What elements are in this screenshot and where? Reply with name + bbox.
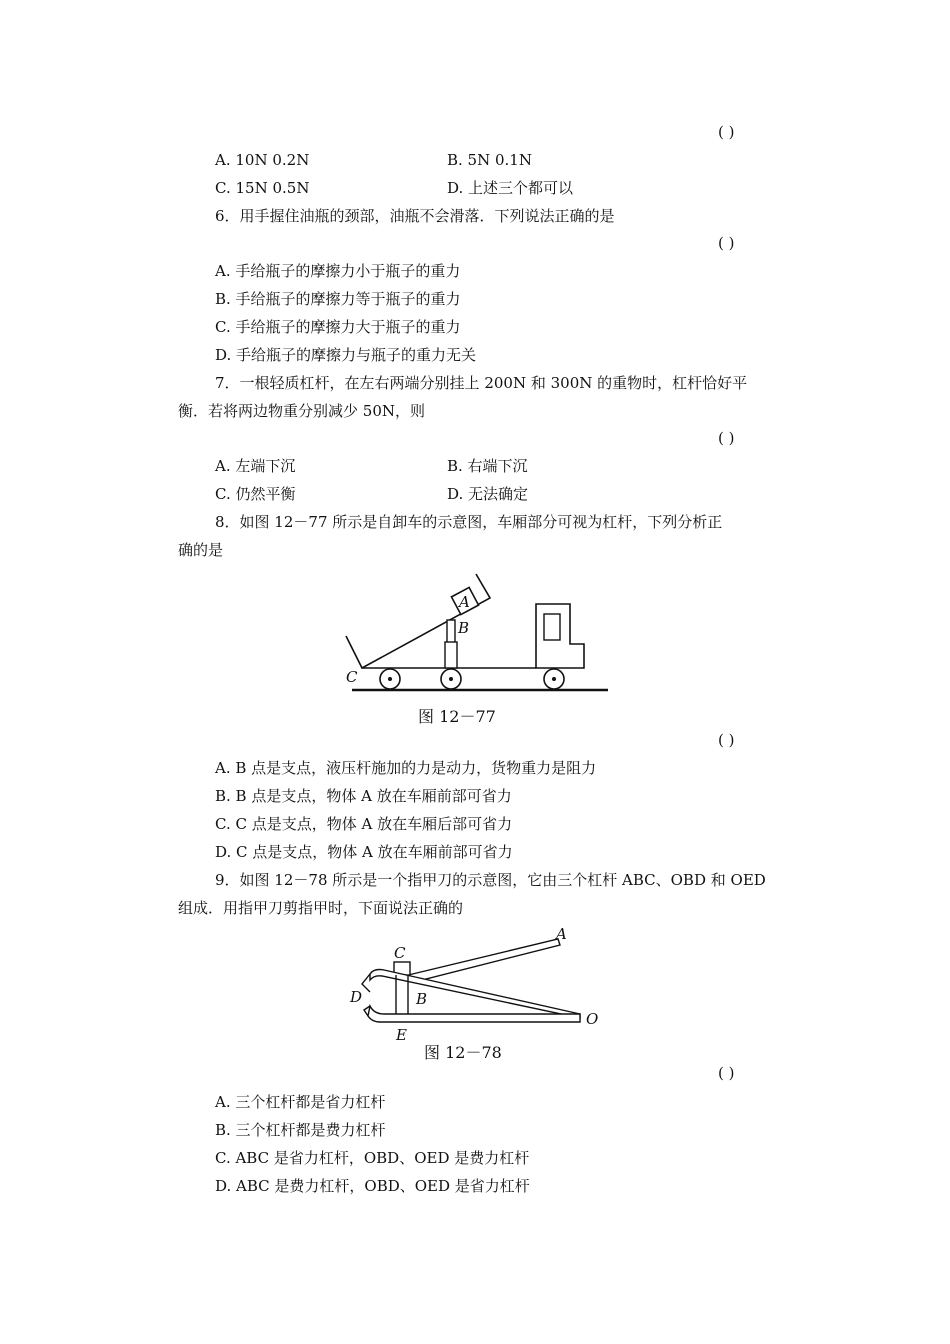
figure-caption: 图 12－78 xyxy=(424,1043,502,1062)
label-b: B xyxy=(458,619,470,637)
q7-stem-line1: 7．一根轻质杠杆，在左右两端分别挂上 200N 和 300N 的重物时，杠杆恰好平 xyxy=(215,374,748,392)
q7-stem-line2: 衡．若将两边物重分别减少 50N，则 xyxy=(178,402,425,420)
q8-stem-line1: 8．如图 12－77 所示是自卸车的示意图，车厢部分可视为杠杆，下列分析正 xyxy=(215,513,723,531)
q9-option-d: D. ABC 是费力杠杆，OBD、OED 是省力杠杆 xyxy=(215,1177,530,1195)
wheel-rear xyxy=(380,669,400,689)
q9-stem-line1: 9．如图 12－78 所示是一个指甲刀的示意图，它由三个杠杆 ABC、OBD 和 OED xyxy=(215,871,766,889)
q9-stem-line2: 组成．用指甲刀剪指甲时，下面说法正确的 xyxy=(178,899,464,917)
q8-stem-line2: 确的是 xyxy=(178,541,224,559)
lever-abc xyxy=(400,939,560,980)
q9-option-b: B. 三个杠杆都是费力杠杆 xyxy=(215,1121,386,1139)
figure-caption: 图 12－77 xyxy=(418,707,496,726)
q8-option-c: C. C 点是支点，物体 A 放在车厢后部可省力 xyxy=(215,815,513,833)
answer-paren-q5: ( ) xyxy=(718,123,735,141)
blade-obd xyxy=(370,970,580,1019)
q8-option-b: B. B 点是支点，物体 A 放在车厢前部可省力 xyxy=(215,787,512,805)
nail-clipper-figure xyxy=(340,922,620,1067)
cab-window xyxy=(544,614,560,640)
q6-option-d: D. 手给瓶子的摩擦力与瓶子的重力无关 xyxy=(215,346,477,364)
label-o: O xyxy=(586,1010,599,1028)
label-c: C xyxy=(346,668,358,686)
label-c: C xyxy=(394,944,406,962)
label-b: B xyxy=(416,990,428,1008)
jaw-upper xyxy=(362,974,370,992)
q6-option-c: C. 手给瓶子的摩擦力大于瓶子的重力 xyxy=(215,318,461,336)
q5-option-c: C. 15N 0.5N xyxy=(215,179,310,197)
label-a: A xyxy=(459,593,470,611)
q6-stem: 6．用手握住油瓶的颈部，油瓶不会滑落．下列说法正确的是 xyxy=(215,207,615,225)
wheel-front xyxy=(544,669,564,689)
answer-paren-q7: ( ) xyxy=(718,429,735,447)
answer-paren-q9: ( ) xyxy=(718,1064,735,1082)
wheel-middle xyxy=(441,669,461,689)
q7-option-d: D. 无法确定 xyxy=(447,485,529,503)
q6-option-b: B. 手给瓶子的摩擦力等于瓶子的重力 xyxy=(215,290,461,308)
q8-option-d: D. C 点是支点，物体 A 放在车厢前部可省力 xyxy=(215,843,513,861)
answer-paren-q8: ( ) xyxy=(718,731,735,749)
label-e: E xyxy=(396,1026,407,1044)
hydraulic-rod xyxy=(447,620,455,644)
dump-truck-figure xyxy=(340,570,620,730)
q7-option-c: C. 仍然平衡 xyxy=(215,485,296,503)
answer-paren-q6: ( ) xyxy=(718,234,735,252)
label-a: A xyxy=(556,925,567,943)
q9-option-c: C. ABC 是省力杠杆，OBD、OED 是费力杠杆 xyxy=(215,1149,530,1167)
q7-option-b: B. 右端下沉 xyxy=(447,457,528,475)
q5-option-a: A. 10N 0.2N xyxy=(215,151,310,169)
q5-option-b: B. 5N 0.1N xyxy=(447,151,532,169)
hydraulic-cylinder xyxy=(445,642,457,668)
q9-option-a: A. 三个杠杆都是省力杠杆 xyxy=(215,1093,386,1111)
label-d: D xyxy=(350,988,363,1006)
q6-option-a: A. 手给瓶子的摩擦力小于瓶子的重力 xyxy=(215,262,461,280)
q7-option-a: A. 左端下沉 xyxy=(215,457,296,475)
q8-option-a: A. B 点是支点，液压杆施加的力是动力，货物重力是阻力 xyxy=(215,759,597,777)
q5-option-d: D. 上述三个都可以 xyxy=(447,179,574,197)
